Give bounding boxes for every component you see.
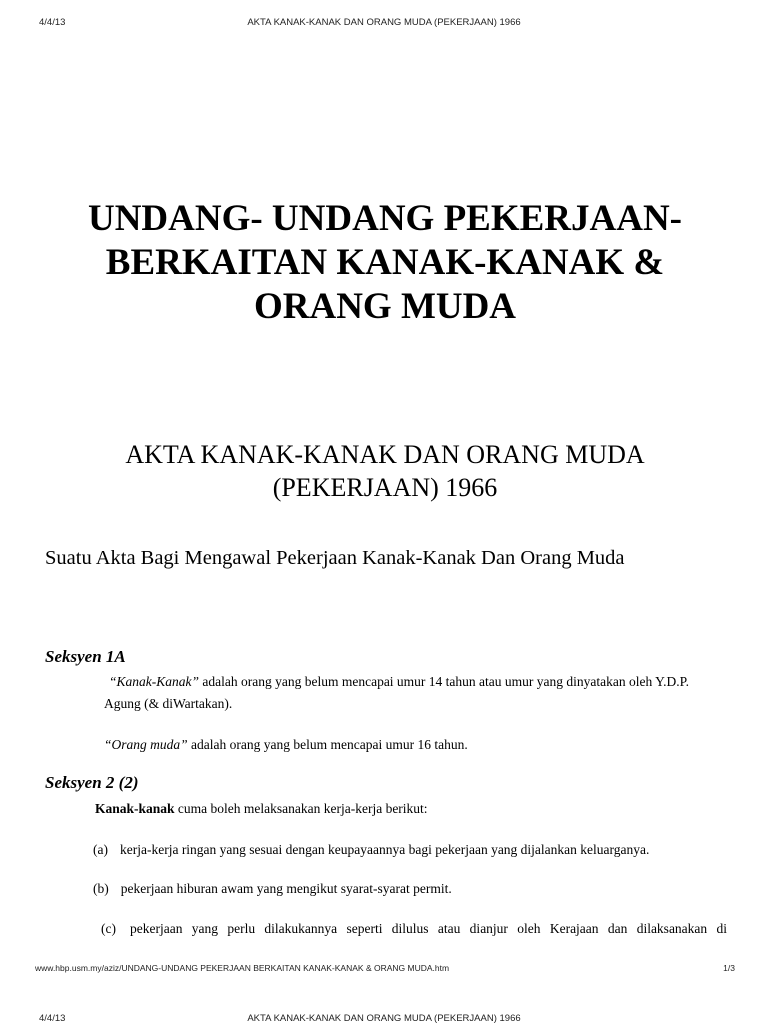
page-header bbox=[0, 17, 768, 37]
item-label: (b) bbox=[93, 881, 109, 896]
list-item bbox=[93, 881, 452, 897]
header-date: 4/4/13 bbox=[39, 1013, 66, 1024]
page-footer bbox=[0, 963, 768, 977]
item-label: (c) bbox=[101, 921, 116, 936]
section-1a-heading: Seksyen 1A bbox=[45, 647, 126, 666]
act-purpose: Suatu Akta Bagi Mengawal Pekerjaan Kanak-Kanak Dan Orang Muda bbox=[45, 547, 625, 569]
child-definition: adalah orang yang belum mencapai umur 14 tahun atau umur yang dinyatakan oleh Y.D.P. Agung (& diWartakan). bbox=[104, 674, 690, 711]
young-definition: adalah orang yang belum mencapai umur 16 tahun. bbox=[187, 737, 468, 752]
title-line-2: BERKAITAN KANAK-KANAK & bbox=[105, 242, 665, 283]
act-title-line-2: (PEKERJAAN) 1966 bbox=[272, 473, 498, 502]
definition-child bbox=[104, 671, 726, 715]
section-2-intro bbox=[95, 798, 428, 820]
item-text: pekerjaan hiburan awam yang mengikut syarat-syarat permit. bbox=[120, 881, 452, 896]
header-date: 4/4/13 bbox=[39, 17, 66, 28]
header-title: AKTA KANAK-KANAK DAN ORANG MUDA (PEKERJAAN) 1966 bbox=[247, 17, 521, 28]
section-2-heading: Seksyen 2 (2) bbox=[45, 773, 139, 792]
intro-term: Kanak-kanak bbox=[95, 801, 175, 816]
next-page-header bbox=[0, 1013, 768, 1033]
list-item bbox=[93, 842, 649, 858]
title-line-3: ORANG MUDA bbox=[253, 286, 517, 327]
footer-url[interactable]: www.hbp.usm.my/aziz/UNDANG-UNDANG PEKERJAAN BERKAITAN KANAK-KANAK & ORANG MUDA.htm bbox=[35, 963, 450, 973]
child-term: “Kanak-Kanak” bbox=[109, 674, 200, 689]
item-label: (a) bbox=[93, 842, 108, 857]
intro-text: cuma boleh melaksanakan kerja-kerja berikut: bbox=[174, 801, 428, 816]
definition-young-person bbox=[104, 734, 468, 756]
list-item bbox=[101, 921, 727, 937]
item-text: kerja-kerja ringan yang sesuai dengan keupayaannya bagi pekerjaan yang dijalankan keluarganya. bbox=[119, 842, 650, 857]
item-text: pekerjaan yang perlu dilakukannya seperti dilulus atau dianjur oleh Kerajaan dan dilaksanakan di bbox=[129, 921, 727, 936]
young-term: “Orang muda” bbox=[104, 737, 188, 752]
title-line-1: UNDANG- UNDANG PEKERJAAN- bbox=[87, 198, 683, 239]
act-title-line-1: AKTA KANAK-KANAK DAN ORANG MUDA bbox=[125, 440, 645, 469]
act-title bbox=[40, 438, 730, 504]
header-title: AKTA KANAK-KANAK DAN ORANG MUDA (PEKERJAAN) 1966 bbox=[247, 1013, 521, 1024]
page-number: 1/3 bbox=[723, 963, 735, 973]
page-title bbox=[40, 197, 730, 329]
